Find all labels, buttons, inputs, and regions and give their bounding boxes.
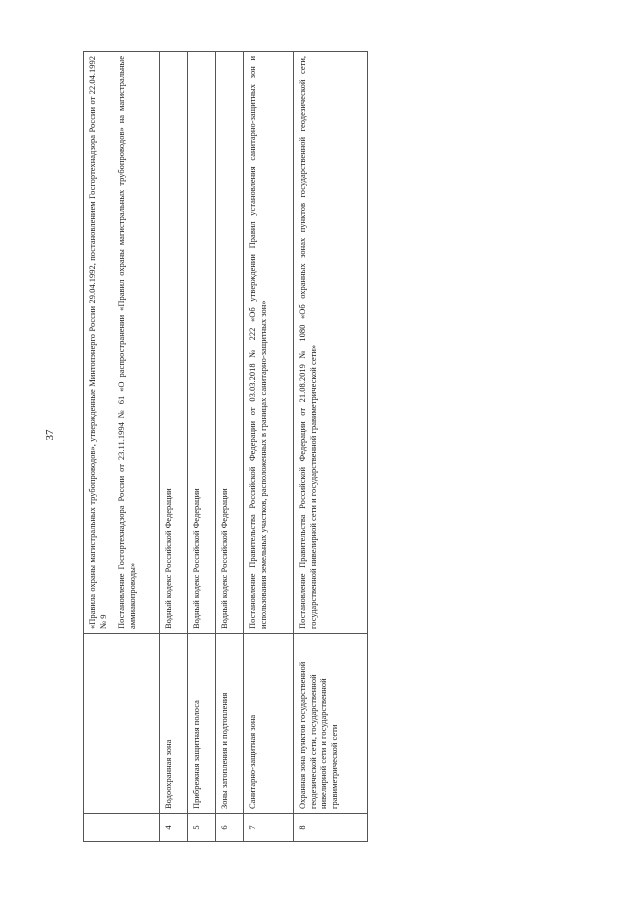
legal-docs-cell [188,52,216,634]
zone-name-cell: Водоохранная зона [160,634,188,814]
table-row [84,52,160,842]
page-number: 37 [44,429,56,441]
legal-doc-text: Постановление Госгортехнадзора России от 23.11.1994 № 61 «О распространении «Правил охраны магистральных трубопроводов» на магистральные аммиакопроводы» [116,56,137,629]
legal-docs-cell [160,52,188,634]
row-number-cell: 4 [160,814,188,842]
zone-name-cell: Санитарно-защитная зона [244,634,294,814]
table-row [216,52,244,842]
zone-name-cell: Охранная зона пунктов государственной геодезической сети, государственной нивелирной сети и государственной гравиметрической сети [294,634,368,814]
legal-doc-text: Водный кодекс Российской Федерации [191,488,201,629]
legal-doc-text: Постановление Правительства Российской Федерации от 03.03.2018 № 222 «Об утверждении Правил установления санитарно-защитных зон и использования земельных участков, расположенных в границах санитарно-защитных зон» [247,56,268,629]
legal-docs-cell [294,52,368,634]
row-number-cell: 6 [216,814,244,842]
zone-name-cell: Прибрежная защитная полоса [188,634,216,814]
legal-doc-text: Постановление Правительства Российской Федерации от 21.08.2019 № 1080 «Об охранных зонах пунктов государственной геодезической сети, государственной нивелирной сети и государственной гравиметрической сети» [297,56,318,629]
row-number-cell: 7 [244,814,294,842]
legal-doc-text: Водный кодекс Российской Федерации [219,488,229,629]
legal-doc-text: Водный кодекс Российской Федерации [163,488,173,629]
row-number-cell: 8 [294,814,368,842]
zone-name-cell: Зоны затопления и подтопления [216,634,244,814]
table-row [160,52,188,842]
row-number-cell [84,814,160,842]
rotated-page-content [83,52,371,842]
regulations-table [83,51,368,842]
legal-docs-cell [244,52,294,634]
zone-name-cell [84,634,160,814]
legal-docs-cell [84,52,160,634]
table-row [294,52,368,842]
table-row [244,52,294,842]
legal-doc-text: «Правила охраны магистральных трубопроводов», утвержденные Минтопэнерго России 29.04.1992, постановлением Госгортехнадзора России от 22.04.1992 № 9 [87,56,108,629]
row-number-cell: 5 [188,814,216,842]
legal-docs-cell [216,52,244,634]
table-row [188,52,216,842]
